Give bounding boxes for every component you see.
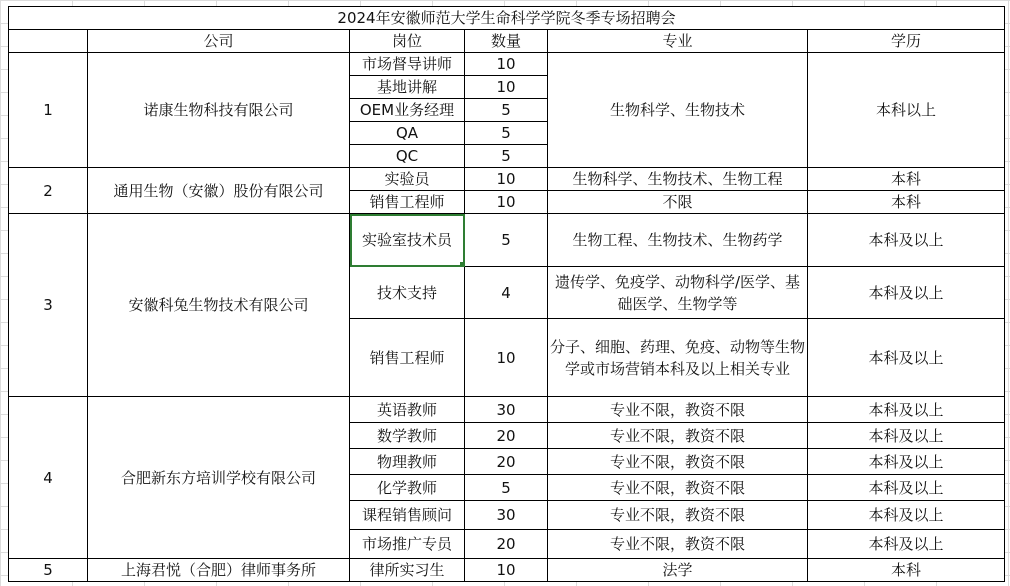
cell-count[interactable]: 10 — [465, 76, 548, 99]
cell-position[interactable]: 课程销售顾问 — [350, 501, 465, 530]
cell-position-selected[interactable]: 实验室技术员 — [350, 214, 465, 267]
header-position[interactable]: 岗位 — [350, 30, 465, 53]
cell-position[interactable]: 技术支持 — [350, 267, 465, 319]
cell-education[interactable]: 本科及以上 — [808, 267, 1005, 319]
cell-count[interactable]: 5 — [465, 145, 548, 168]
cell-education[interactable]: 本科 — [808, 168, 1005, 191]
cell-position[interactable]: QA — [350, 122, 465, 145]
table-row — [9, 168, 1005, 191]
cell-no[interactable]: 3 — [9, 214, 88, 397]
cell-position[interactable]: 数学教师 — [350, 423, 465, 449]
cell-position[interactable]: 销售工程师 — [350, 191, 465, 214]
cell-no[interactable]: 2 — [9, 168, 88, 214]
cell-count[interactable]: 10 — [465, 319, 548, 397]
cell-no[interactable]: 4 — [9, 397, 88, 559]
table-row — [9, 53, 1005, 76]
cell-major[interactable]: 遗传学、免疫学、动物科学/医学、基础医学、生物学等 — [548, 267, 808, 319]
cell-major[interactable]: 专业不限，教资不限 — [548, 449, 808, 475]
cell-no[interactable]: 5 — [9, 559, 88, 582]
cell-major[interactable]: 专业不限，教资不限 — [548, 423, 808, 449]
cell-major[interactable]: 专业不限，教资不限 — [548, 530, 808, 559]
cell-count[interactable]: 10 — [465, 168, 548, 191]
cell-count[interactable]: 20 — [465, 449, 548, 475]
cell-no[interactable]: 1 — [9, 53, 88, 168]
cell-count[interactable]: 30 — [465, 397, 548, 423]
cell-position[interactable]: 律所实习生 — [350, 559, 465, 582]
cell-position[interactable]: 实验员 — [350, 168, 465, 191]
cell-position[interactable]: 市场督导讲师 — [350, 53, 465, 76]
cell-education[interactable]: 本科及以上 — [808, 214, 1005, 267]
cell-company[interactable]: 诺康生物科技有限公司 — [88, 53, 350, 168]
cell-major[interactable]: 专业不限，教资不限 — [548, 397, 808, 423]
cell-count[interactable]: 20 — [465, 423, 548, 449]
table-row — [9, 397, 1005, 423]
header-no[interactable] — [9, 30, 88, 53]
cell-education[interactable]: 本科 — [808, 191, 1005, 214]
cell-education[interactable]: 本科及以上 — [808, 501, 1005, 530]
table-row — [9, 559, 1005, 582]
cell-count[interactable]: 5 — [465, 99, 548, 122]
cell-position[interactable]: 英语教师 — [350, 397, 465, 423]
job-fair-table — [8, 6, 1005, 582]
cell-education[interactable]: 本科及以上 — [808, 423, 1005, 449]
cell-education[interactable]: 本科及以上 — [808, 530, 1005, 559]
title-row — [9, 7, 1005, 30]
cell-education[interactable]: 本科及以上 — [808, 397, 1005, 423]
cell-count[interactable]: 10 — [465, 53, 548, 76]
cell-position[interactable]: QC — [350, 145, 465, 168]
cell-company[interactable]: 合肥新东方培训学校有限公司 — [88, 397, 350, 559]
header-company[interactable]: 公司 — [88, 30, 350, 53]
cell-position[interactable]: 基地讲解 — [350, 76, 465, 99]
header-row — [9, 30, 1005, 53]
header-major[interactable]: 专业 — [548, 30, 808, 53]
cell-education[interactable]: 本科及以上 — [808, 449, 1005, 475]
cell-major[interactable]: 专业不限，教资不限 — [548, 501, 808, 530]
cell-education[interactable]: 本科 — [808, 559, 1005, 582]
cell-education[interactable]: 本科以上 — [808, 53, 1005, 168]
cell-count[interactable]: 30 — [465, 501, 548, 530]
header-count[interactable]: 数量 — [465, 30, 548, 53]
cell-count[interactable]: 5 — [465, 122, 548, 145]
cell-count[interactable]: 5 — [465, 214, 548, 267]
cell-major[interactable]: 生物科学、生物技术、生物工程 — [548, 168, 808, 191]
cell-company[interactable]: 安徽科兔生物技术有限公司 — [88, 214, 350, 397]
cell-position[interactable]: 化学教师 — [350, 475, 465, 501]
cell-major[interactable]: 法学 — [548, 559, 808, 582]
cell-position[interactable]: 物理教师 — [350, 449, 465, 475]
cell-count[interactable]: 10 — [465, 191, 548, 214]
cell-education[interactable]: 本科及以上 — [808, 319, 1005, 397]
cell-count[interactable]: 10 — [465, 559, 548, 582]
cell-company[interactable]: 上海君悦（合肥）律师事务所 — [88, 559, 350, 582]
cell-count[interactable]: 5 — [465, 475, 548, 501]
cell-major[interactable]: 生物科学、生物技术 — [548, 53, 808, 168]
cell-position[interactable]: 市场推广专员 — [350, 530, 465, 559]
cell-major[interactable]: 生物工程、生物技术、生物药学 — [548, 214, 808, 267]
cell-position[interactable]: OEM业务经理 — [350, 99, 465, 122]
cell-company[interactable]: 通用生物（安徽）股份有限公司 — [88, 168, 350, 214]
cell-education[interactable]: 本科及以上 — [808, 475, 1005, 501]
table-title[interactable]: 2024年安徽师范大学生命科学学院冬季专场招聘会 — [9, 7, 1005, 30]
cell-count[interactable]: 20 — [465, 530, 548, 559]
cell-major[interactable]: 专业不限，教资不限 — [548, 475, 808, 501]
table-row — [9, 214, 1005, 267]
header-education[interactable]: 学历 — [808, 30, 1005, 53]
cell-major[interactable]: 不限 — [548, 191, 808, 214]
cell-count[interactable]: 4 — [465, 267, 548, 319]
cell-major[interactable]: 分子、细胞、药理、免疫、动物等生物学或市场营销本科及以上相关专业 — [548, 319, 808, 397]
cell-position[interactable]: 销售工程师 — [350, 319, 465, 397]
